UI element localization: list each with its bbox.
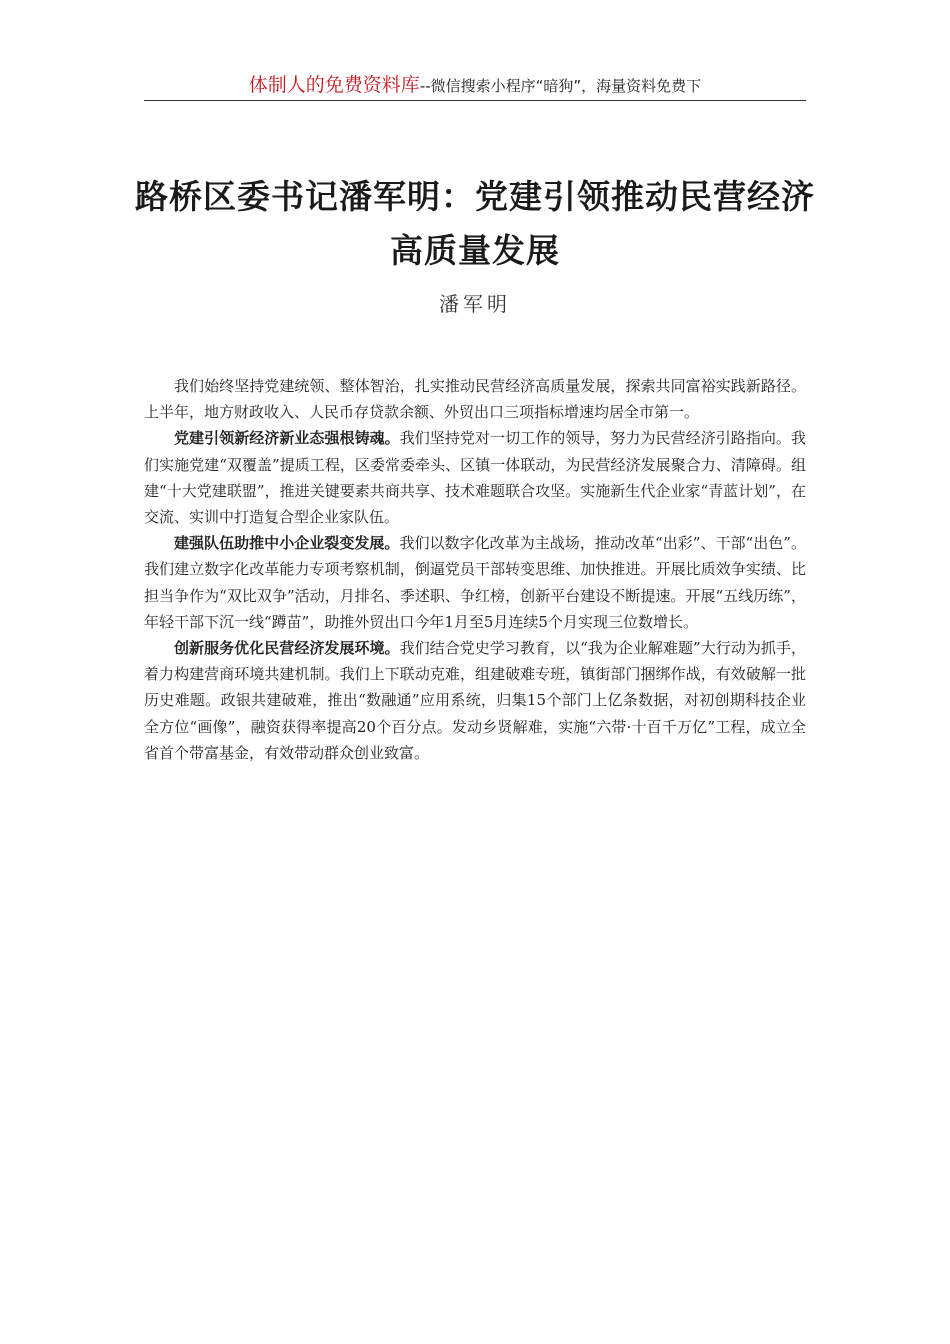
- section-text: 我们结合党史学习教育，以“我为企业解难题”大行动为抓手，着力构建营商环境共建机制。我们上下联动克难，组建破难专班，镇街部门捆绑作战，有效破解一批历史难题。政银共建破难，推出“数融通”应用系统，归集15个部门上亿条数据，对初创期科技企业全方位“画像”，融资获得率提高20个百分点。发动乡贤解难，实施“六带·十百千万亿”工程，成立全省首个带富基金，有效带动群众创业致富。: [144, 639, 806, 762]
- section-heading: 建强队伍助推中小企业裂变发展。: [174, 534, 400, 553]
- intro-paragraph: 我们始终坚持党建统领、整体智治，扎实推动民营经济高质量发展，探索共同富裕实践新路径。上半年，地方财政收入、人民币存贷款余额、外贸出口三项指标增速均居全市第一。: [144, 377, 806, 422]
- article-author: 潘军明: [439, 292, 511, 316]
- section-paragraph: [144, 635, 806, 766]
- article-title: 路桥区委书记潘军明：党建引领推动民营经济高质量发展: [135, 177, 815, 270]
- section-text: 我们坚持党对一切工作的领导，努力为民营经济引路指向。我们实施党建“双覆盖”提质工程，区委常委牵头、区镇一体联动，为民营经济发展聚合力、清障碍。组建“十大党建联盟”，推进关键要素共商共享、技术难题联合攻坚。实施新生代企业家“青蓝计划”，在交流、实训中打造复合型企业家队伍。: [144, 429, 806, 527]
- section-text: 我们以数字化改革为主战场，推动改革“出彩”、干部“出色”。我们建立数字化改革能力专项考察机制，倒逼党员干部转变思维、加快推进。开展比质效争实绩、比担当争作为“双比双争”活动，月排名、季述职、争红榜，创新平台建设不断提速。开展“五线历练”，年轻干部下沉一线“蹲苗”，助推外贸出口今年1月至5月连续5个月实现三位数增长。: [144, 534, 806, 631]
- section-paragraph: [144, 530, 806, 635]
- section-heading: 党建引领新经济新业态强根铸魂。: [174, 429, 400, 448]
- header-tagline: --微信搜索小程序“暗狗”，海量资料免费下: [419, 77, 702, 95]
- section-heading: 创新服务优化民营经济发展环境。: [174, 639, 400, 658]
- article-body: [144, 373, 806, 766]
- page-header: [144, 70, 806, 101]
- header-brand: 体制人的免费资料库: [248, 74, 420, 96]
- section-paragraph: [144, 425, 806, 530]
